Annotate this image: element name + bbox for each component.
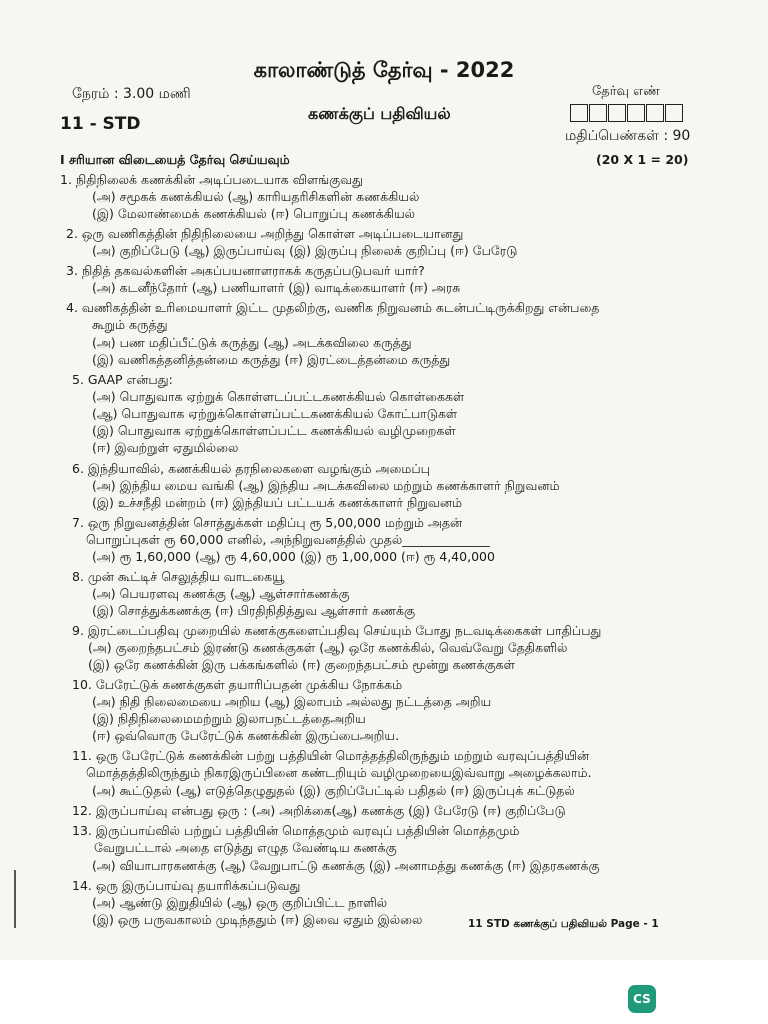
- question-line-continued: கூறும் கருத்து: [92, 317, 168, 332]
- option-line: (அ) நிதி நிலைமையை அறிய (ஆ) இலாபம் அல்லது நட்டத்தை அறிய: [92, 694, 492, 709]
- question-line: 12. இருப்பாய்வு என்பது ஒரு : (அ) அறிக்கை(ஆ) கணக்கு (இ) பேரேடு (ஈ) குறிப்பேடு: [72, 803, 566, 818]
- option-line: (இ) நிதிநிலைமைமற்றும் இலாபநட்டத்தைஅறிய: [92, 711, 366, 726]
- question-line: 7. ஒரு நிறுவனத்தின் சொத்துக்கள் மதிப்பு ரூ 5,00,000 மற்றும் அதன்: [72, 515, 463, 530]
- question-line: 1. நிதிநிலைக் கணக்கின் அடிப்படையாக விளங்குவது: [60, 172, 363, 187]
- exam-number-label: தேர்வு எண்: [592, 84, 660, 99]
- option-line: (அ) ரூ 1,60,000 (ஆ) ரூ 4,60,000 (இ) ரூ 1,00,000 (ஈ) ரூ 4,40,000: [92, 549, 495, 564]
- question-line: 10. பேரேட்டுக் கணக்குகள் தயாரிப்பதன் முக்கிய நோக்கம்: [72, 677, 403, 692]
- option-line: (இ) பொதுவாக ஏற்றுக்கொள்ளப்பட்ட கணக்கியல் வழிமுறைகள்: [92, 423, 456, 438]
- question-line: 4. வணிகத்தின் உரிமையாளர் இட்ட முதலிற்கு, வணிக நிறுவனம் கடன்பட்டிருக்கிறது என்பதை: [66, 300, 600, 315]
- exam-number-box: [589, 104, 607, 122]
- question-line: 11. ஒரு பேரேட்டுக் கணக்கின் பற்று பத்தியின் மொத்தத்திலிருந்தும் மற்றும் வரவுப்பத்தியின்: [72, 748, 590, 763]
- max-marks: மதிப்பெண்கள் : 90: [565, 128, 691, 144]
- option-line: (இ) உச்சநீதி மன்றம் (ஈ) இந்தியப் பட்டயக் கணக்காளர் நிறுவனம்: [92, 495, 463, 510]
- option-line: (அ) குறைந்தபட்சம் இரண்டு கணக்குகள் (ஆ) ஒரே கணக்கில், வெவ்வேறு தேதிகளில்: [88, 640, 568, 655]
- option-line: (அ) வியாபாரகணக்கு (ஆ) வேறுபாட்டு கணக்கு (இ) அனாமத்து கணக்கு (ஈ) இதரகணக்கு: [92, 858, 600, 873]
- question-line: 9. இரட்டைப்பதிவு முறையில் கணக்குகளைப்பதிவு செய்யும் போது நடவடிக்கைகள் பாதிப்பது: [72, 623, 602, 638]
- exam-title: காலாண்டுத் தேர்வு - 2022: [253, 58, 515, 82]
- exam-number-box: [646, 104, 664, 122]
- option-line: (ஈ) இவற்றுள் ஏதுமில்லை: [92, 440, 239, 455]
- subject-name: கணக்குப் பதிவியல்: [308, 104, 451, 123]
- camscanner-logo-icon: CS: [628, 985, 656, 1013]
- question-line: 6. இந்தியாவில், கணக்கியல் தரநிலைகளை வழங்கும் அமைப்பு: [72, 461, 430, 476]
- option-line: (ஆ) பொதுவாக ஏற்றுக்கொள்ளப்பட்டகணக்கியல் கோட்பாடுகள்: [92, 406, 458, 421]
- exam-number-boxes: [570, 104, 684, 122]
- option-line: (அ) கூட்டுதல் (ஆ) எடுத்தெழுதுதல் (இ) குறிப்பேட்டில் பதிதல் (ஈ) இருப்புக் கட்டுதல்: [92, 783, 575, 798]
- option-line: (இ) ஒரு பருவகாலம் முடிந்ததும் (ஈ) இவை ஏதும் இல்லை: [92, 912, 423, 927]
- exam-number-box: [570, 104, 588, 122]
- margin-line: [14, 870, 16, 928]
- question-line-continued: மொத்தத்திலிருந்தும் நிகரஇருப்பினை கண்டறியும் வழிமுறையைஇவ்வாறு அழைக்கலாம்.: [86, 765, 592, 780]
- question-line-continued: வேறுபட்டால் அதை எடுத்து எழுத வேண்டிய கணக்கு: [94, 840, 397, 855]
- question-line: 2. ஒரு வணிகத்தின் நிதிநிலையை அறிந்து கொள்ள அடிப்படையானது: [66, 226, 464, 241]
- option-line: (அ) குறிப்பேடு (ஆ) இருப்பாய்வு (இ) இருப்பு நிலைக் குறிப்பு (ஈ) பேரேடு: [92, 243, 518, 258]
- question-line: 5. GAAP என்பது:: [72, 372, 173, 387]
- option-line: (அ) சமூகக் கணக்கியல் (ஆ) காரியதரிசிகளின் கணக்கியல்: [92, 189, 420, 204]
- option-line: (அ) ஆண்டு இறுதியில் (ஆ) ஒரு குறிப்பிட்ட நாளில்: [92, 895, 388, 910]
- option-line: (அ) பண மதிப்பீட்டுக் கருத்து (ஆ) அடக்கவிலை கருத்து: [92, 335, 412, 350]
- question-line: 13. இருப்பாய்வில் பற்றுப் பத்தியின் மொத்தமும் வரவுப் பத்தியின் மொத்தமும்: [72, 823, 520, 838]
- question-line: 3. நிதித் தகவல்களின் அகப்பயனாளராகக் கருதப்படுபவர் யார்?: [66, 263, 425, 278]
- option-line: (ஈ) ஒவ்வொரு பேரேட்டுக் கணக்கின் இருப்பைஅறிய.: [92, 728, 400, 743]
- section-instruction: I சரியான விடையைத் தேர்வு செய்யவும்: [60, 152, 290, 167]
- page-footer: 11 STD கணக்குப் பதிவியல் Page - 1: [468, 918, 659, 930]
- question-line: 8. முன் கூட்டிச் செலுத்திய வாடகையூ: [72, 569, 285, 584]
- option-line: (இ) மேலாண்மைக் கணக்கியல் (ஈ) பொறுப்பு கணக்கியல்: [92, 206, 416, 221]
- exam-number-box: [608, 104, 626, 122]
- option-line: (அ) கடனீந்தோர் (ஆ) பணியாளர் (இ) வாடிக்கையாளர் (ஈ) அரசு: [92, 280, 461, 295]
- option-line: (அ) பெயரளவு கணக்கு (ஆ) ஆள்சார்கணக்கு: [92, 586, 350, 601]
- question-line: 14. ஒரு இருப்பாய்வு தயாரிக்கப்படுவது: [72, 878, 301, 893]
- option-line: (இ) சொத்துக்கணக்கு (ஈ) பிரதிநிதித்துவ ஆள்சார் கணக்கு: [92, 603, 416, 618]
- class-label: 11 - STD: [60, 114, 141, 134]
- section-marks: (20 X 1 = 20): [596, 152, 689, 167]
- option-line: (இ) ஒரே கணக்கின் இரு பக்கங்களில் (ஈ) குறைந்தபட்சம் மூன்று கணக்குகள்: [88, 657, 515, 672]
- exam-number-box: [627, 104, 645, 122]
- option-line: (அ) இந்திய மைய வங்கி (ஆ) இந்திய அடக்கவிலை மற்றும் கணக்காளர் நிறுவனம்: [92, 478, 560, 493]
- exam-duration: நேரம் : 3.00 மணி: [72, 86, 191, 102]
- option-line: (அ) பொதுவாக ஏற்றுக் கொள்ளடப்பட்டகணக்கியல் கொள்கைகள்: [92, 389, 465, 404]
- question-line-continued: பொறுப்புகள் ரூ 60,000 எனில், அந்நிறுவனத்தில் முதல்______________: [86, 532, 490, 547]
- option-line: (இ) வணிகத்தனித்தன்மை கருத்து (ஈ) இரட்டைத்தன்மை கருத்து: [92, 352, 451, 367]
- exam-number-box: [665, 104, 683, 122]
